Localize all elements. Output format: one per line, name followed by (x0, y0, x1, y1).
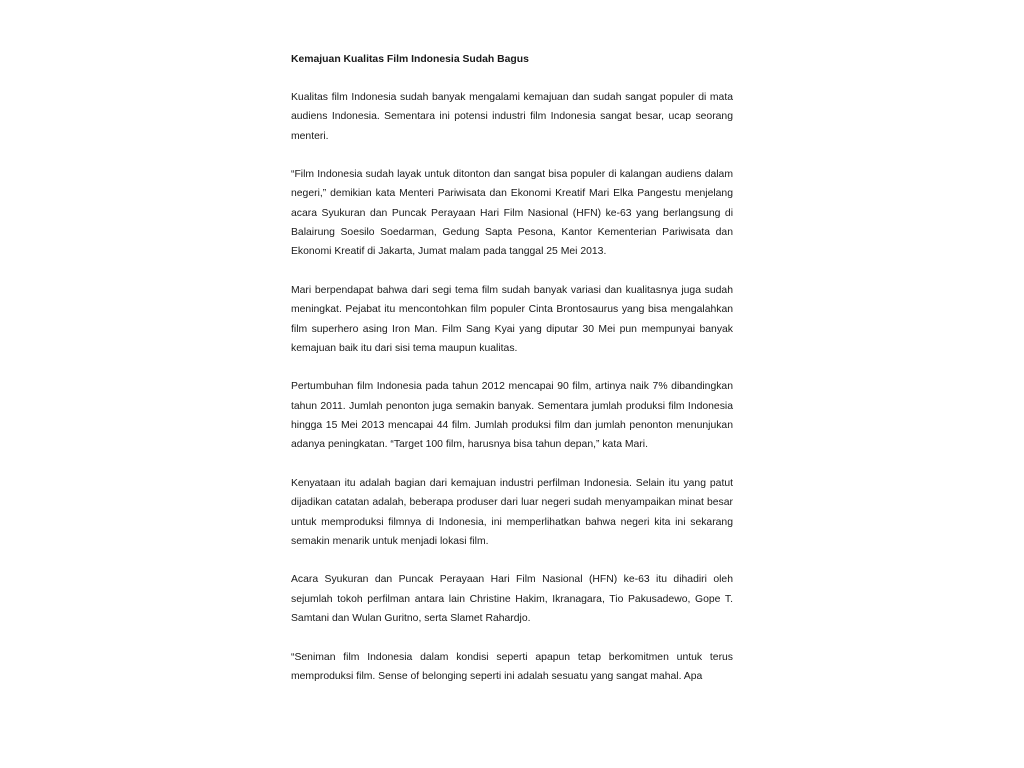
paragraph-artists-quote: “Seniman film Indonesia dalam kondisi seperti apapun tetap berkomitmen untuk terus memproduksi film. Sense of belonging seperti ini adalah sesuatu yang sangat mahal. Apa (291, 651, 733, 682)
paragraph-intro: Kualitas film Indonesia sudah banyak mengalami kemajuan dan sudah sangat populer di mata audiens Indonesia. Sementara ini potensi industri film Indonesia sangat besar, ucap seorang menteri. (291, 92, 733, 142)
paragraph-attendees: Acara Syukuran dan Puncak Perayaan Hari Film Nasional (HFN) ke-63 itu dihadiri oleh sejumlah tokoh perfilman antara lain Christine Hakim, Ikranagara, Tio Pakusadewo, Gope T. Samtani dan Wulan Guritno, serta Slamet Rahardjo. (291, 574, 733, 625)
document-page (291, 50, 733, 706)
paragraph-minister-quote: “Film Indonesia sudah layak untuk ditonton dan sangat bisa populer di kalangan audiens dalam negeri,” demikian kata Menteri Pariwisata dan Ekonomi Kreatif Mari Elka Pangestu menjelang acara Syukuran dan Puncak Perayaan Hari Film Nasional (HFN) ke-63 yang berlangsung di Balairung Soesilo Soedarman, Gedung Sapta Pesona, Kantor Kementerian Pariwisata dan Ekonomi Kreatif di Jakarta, Jumat malam pada tanggal 25 Mei 2013. (291, 169, 733, 258)
paragraph-themes: Mari berpendapat bahwa dari segi tema film sudah banyak variasi dan kualitasnya juga sudah meningkat. Pejabat itu mencontohkan film populer Cinta Brontosaurus yang bisa mengalahkan film superhero asing Iron Man. Film Sang Kyai yang diputar 30 Mei pun mempunyai banyak kemajuan baik itu dari sisi tema maupun kualitas. (291, 284, 733, 354)
paragraph-growth: Pertumbuhan film Indonesia pada tahun 2012 mencapai 90 film, artinya naik 7% dibandingkan tahun 2011. Jumlah penonton juga semakin banyak. Sementara jumlah produksi film Indonesia hingga 15 Mei 2013 mencapai 44 film. Jumlah produksi film dan jumlah penonton menunjukan adanya peningkatan. “Target 100 film, harusnya bisa tahun depan,” kata Mari. (291, 381, 733, 451)
document-title: Kemajuan Kualitas Film Indonesia Sudah Bagus (291, 54, 529, 65)
paragraph-industry: Kenyataan itu adalah bagian dari kemajuan industri perfilman Indonesia. Selain itu yang patut dijadikan catatan adalah, beberapa produser dari luar negeri sudah menyampaikan minat besar untuk memproduksi filmnya di Indonesia, ini memperlihatkan bahwa negeri kita ini sekarang semakin menarik untuk menjadi lokasi film. (291, 477, 733, 547)
